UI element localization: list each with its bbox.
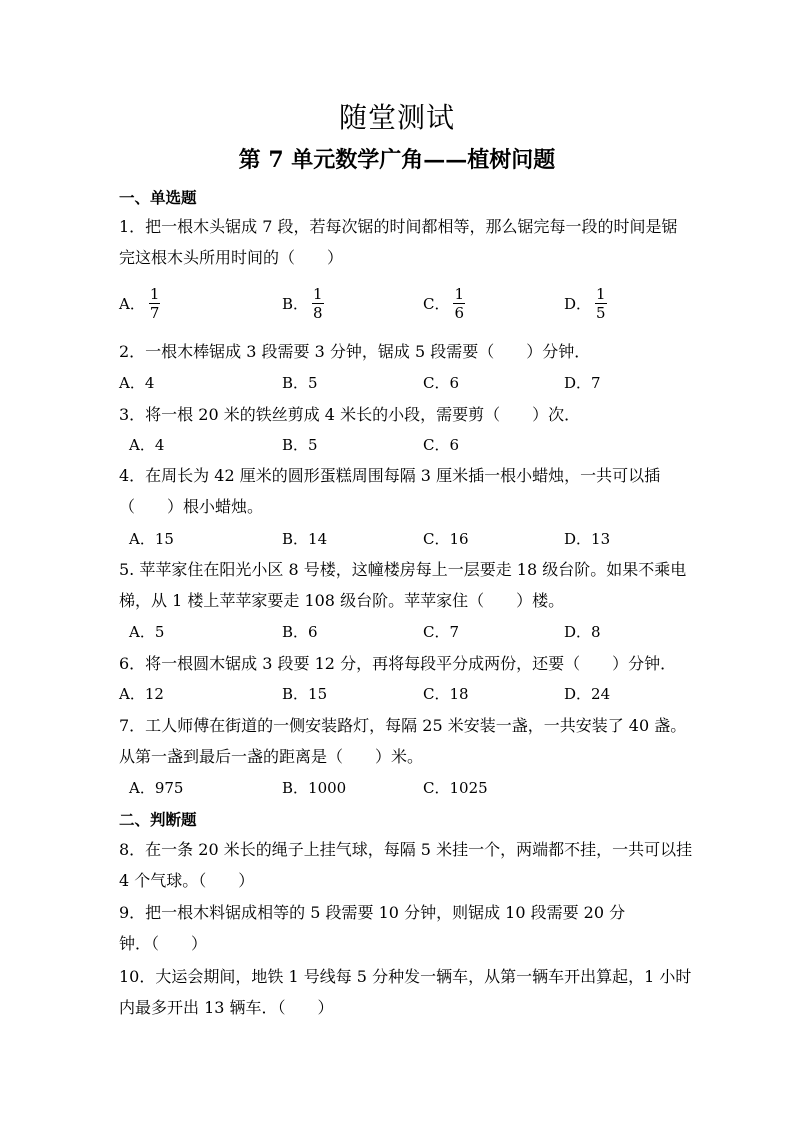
question-5-options (119, 620, 689, 644)
option-a[interactable]: A．4 (119, 374, 155, 392)
option-a[interactable]: A．5 (129, 623, 165, 641)
option-c[interactable]: C．1025 (423, 779, 488, 797)
question-7 (119, 710, 689, 772)
question-line: 7．工人师傅在街道的一侧安装路灯，每隔 25 米安装一盏，一共安装了 40 盏。 (119, 716, 687, 735)
option-c[interactable]: C．7 (423, 623, 460, 641)
option-c[interactable]: C．6 (423, 436, 460, 454)
question-7-options (119, 776, 689, 800)
option-d[interactable]: D．8 (564, 623, 601, 641)
question-line: 5. 苹苹家住在阳光小区 8 号楼，这幢楼房每上一层要走 18 级台阶。如果不乘电 (119, 560, 687, 579)
question-9 (119, 897, 689, 959)
question-4-options (119, 527, 689, 551)
fraction: $\frac{1}{8}$ (313, 285, 323, 322)
question-2-options (119, 371, 689, 395)
fraction: $\frac{1}{6}$ (454, 285, 465, 322)
question-line: 3．将一根 20 米的铁丝剪成 4 米长的小段，需要剪（ ）次． (119, 405, 581, 424)
option-c[interactable]: C．6 (423, 374, 460, 392)
question-line: 4 个气球。（ ） (119, 871, 255, 890)
question-line: 2．一根木棒锯成 3 段需要 3 分钟，锯成 5 段需要（ ）分钟． (119, 342, 591, 361)
option-a[interactable]: A．15 (129, 530, 174, 548)
question-6 (119, 648, 689, 679)
option-b[interactable]: B．14 (282, 530, 328, 548)
question-line: 内最多开出 13 辆车．（ ） (119, 998, 334, 1017)
section-heading-true-false: 二、判断题 (119, 810, 197, 829)
question-line: 从第一盏到最后一盏的距离是（ ）米。 (119, 747, 424, 766)
question-8 (119, 834, 693, 896)
page-subtitle: 第 7 单元数学广角——植树问题 (238, 147, 556, 173)
question-4 (119, 460, 689, 522)
question-line: 1．把一根木头锯成 7 段，若每次锯的时间都相等，那么锯完每一段的时间是锯 (119, 217, 678, 236)
option-d[interactable]: D．13 (564, 530, 611, 548)
option-a[interactable]: A．975 (129, 779, 184, 797)
option-d[interactable]: D．7 (564, 374, 601, 392)
question-line: 8．在一条 20 米长的绳子上挂气球，每隔 5 米挂一个，两端都不挂，一共可以挂 (119, 840, 693, 859)
fraction: $\frac{1}{7}$ (149, 285, 160, 322)
question-line: 10．大运会期间，地铁 1 号线每 5 分种发一辆车，从第一辆车开出算起，1 小时 (119, 967, 692, 986)
question-6-options (119, 682, 689, 706)
option-b[interactable]: B．5 (282, 436, 318, 454)
question-5 (119, 554, 689, 616)
section-heading-single-choice: 一、单选题 (119, 188, 197, 207)
question-3-options (119, 433, 689, 457)
page-title: 随堂测试 (338, 101, 455, 134)
option-c[interactable]: C．18 (423, 685, 469, 703)
option-b[interactable]: B．1000 (282, 779, 347, 797)
option-d[interactable]: D． $\frac{1}{5}$ (564, 285, 606, 322)
question-1-options (119, 285, 689, 325)
question-line: 6．将一根圆木锯成 3 段要 12 分，再将每段平分成两份，还要（ ）分钟． (119, 654, 677, 673)
question-10 (119, 961, 692, 1023)
question-line: 4．在周长为 42 厘米的圆形蛋糕周围每隔 3 厘米插一根小蜡烛，一共可以插 (119, 466, 661, 485)
option-d[interactable]: D．24 (564, 685, 611, 703)
option-b[interactable]: B．5 (282, 374, 318, 392)
fraction: $\frac{1}{5}$ (596, 285, 606, 322)
question-2 (119, 336, 689, 367)
question-line: 梯，从 1 楼上苹苹家要走 108 级台阶。苹苹家住（ ）楼。 (119, 591, 565, 610)
question-line: 9．把一根木料锯成相等的 5 段需要 10 分钟，则锯成 10 段需要 20 分 (119, 903, 626, 922)
question-3 (119, 399, 689, 430)
option-a[interactable]: A． $\frac{1}{7}$ (119, 285, 160, 322)
question-line: 钟．（ ） (119, 934, 208, 953)
option-b[interactable]: B． $\frac{1}{8}$ (282, 285, 323, 322)
option-b[interactable]: B．15 (282, 685, 328, 703)
question-1 (119, 211, 689, 273)
option-a[interactable]: A．12 (119, 685, 164, 703)
question-line: 完这根木头所用时间的（ ） (119, 248, 344, 267)
option-c[interactable]: C．16 (423, 530, 469, 548)
option-c[interactable]: C． $\frac{1}{6}$ (423, 285, 465, 322)
question-line: （ ）根小蜡烛。 (119, 497, 264, 516)
option-a[interactable]: A．4 (129, 436, 165, 454)
option-b[interactable]: B．6 (282, 623, 318, 641)
